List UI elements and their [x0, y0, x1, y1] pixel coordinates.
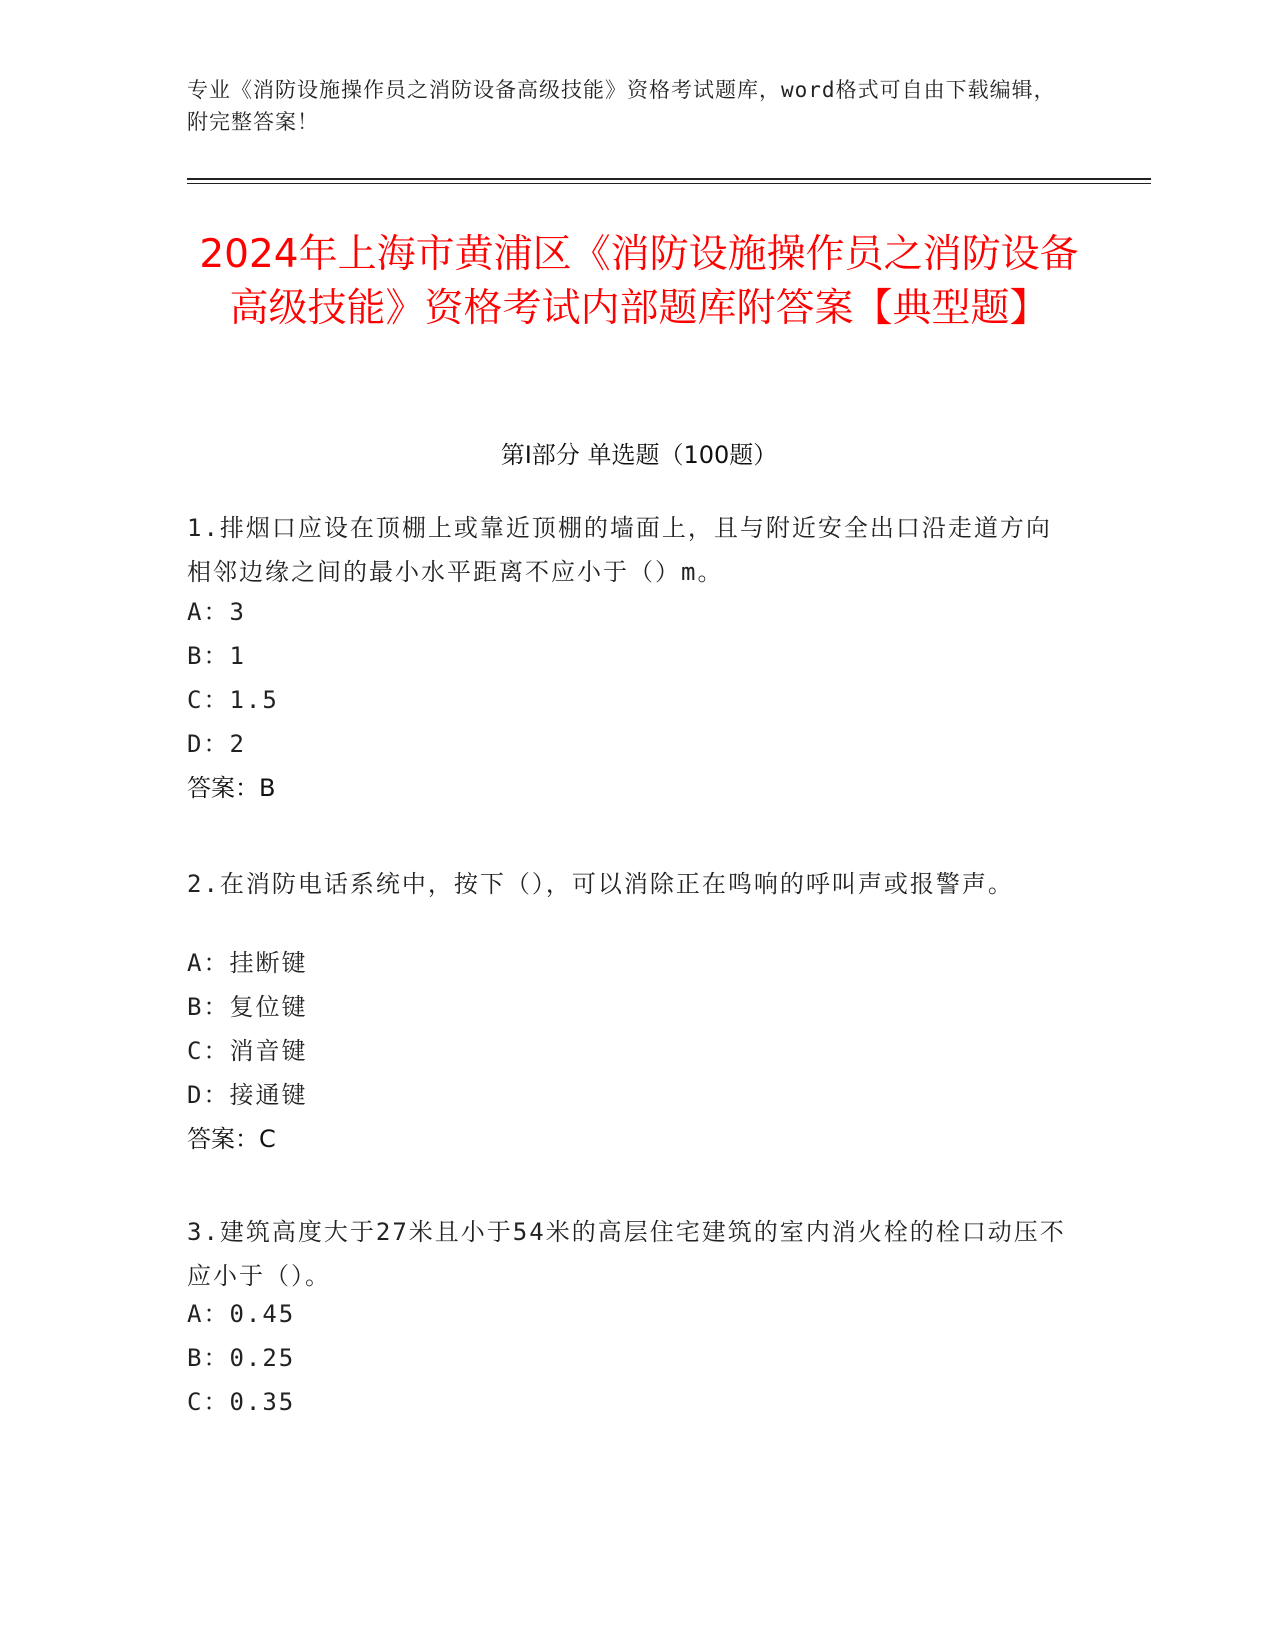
question-1-text: 1.排烟口应设在顶棚上或靠近顶棚的墙面上，且与附近安全出口沿走道方向相邻边缘之间的最小水平距离不应小于（）m。 — [187, 514, 1052, 586]
document-title: 2024年上海市黄浦区《消防设施操作员之消防设备高级技能》资格考试内部题库附答案【典型题】 — [199, 232, 1079, 331]
question-1-answer: 答案：B — [187, 774, 276, 802]
question-2-option-c: C：消音键 — [187, 1037, 308, 1065]
question-1-option-b: B：1 — [187, 642, 246, 670]
question-2-option-b: B：复位键 — [187, 993, 308, 1021]
question-2-text: 2.在消防电话系统中，按下（），可以消除正在鸣响的呼叫声或报警声。 — [187, 870, 1014, 898]
question-2-option-a: A：挂断键 — [187, 949, 308, 977]
question-3-option-c: C：0.35 — [187, 1388, 296, 1416]
question-2-option-d: D：接通键 — [187, 1081, 308, 1109]
header-divider-thin — [187, 183, 1151, 184]
question-1-option-c: C：1.5 — [187, 686, 279, 714]
question-1-option-a: A：3 — [187, 598, 246, 626]
question-1-option-d: D：2 — [187, 730, 246, 758]
question-3-option-b: B：0.25 — [187, 1344, 296, 1372]
header-note: 专业《消防设施操作员之消防设备高级技能》资格考试题库，word格式可自由下载编辑，附完整答案！ — [187, 78, 1056, 134]
section-title: 第I部分 单选题（100题） — [500, 441, 778, 469]
header-divider-thick — [187, 178, 1151, 180]
question-3-option-a: A：0.45 — [187, 1300, 296, 1328]
question-3-text: 3.建筑高度大于27米且小于54米的高层住宅建筑的室内消火栓的栓口动压不应小于（）。 — [187, 1218, 1066, 1290]
question-2-answer: 答案：C — [187, 1125, 276, 1153]
